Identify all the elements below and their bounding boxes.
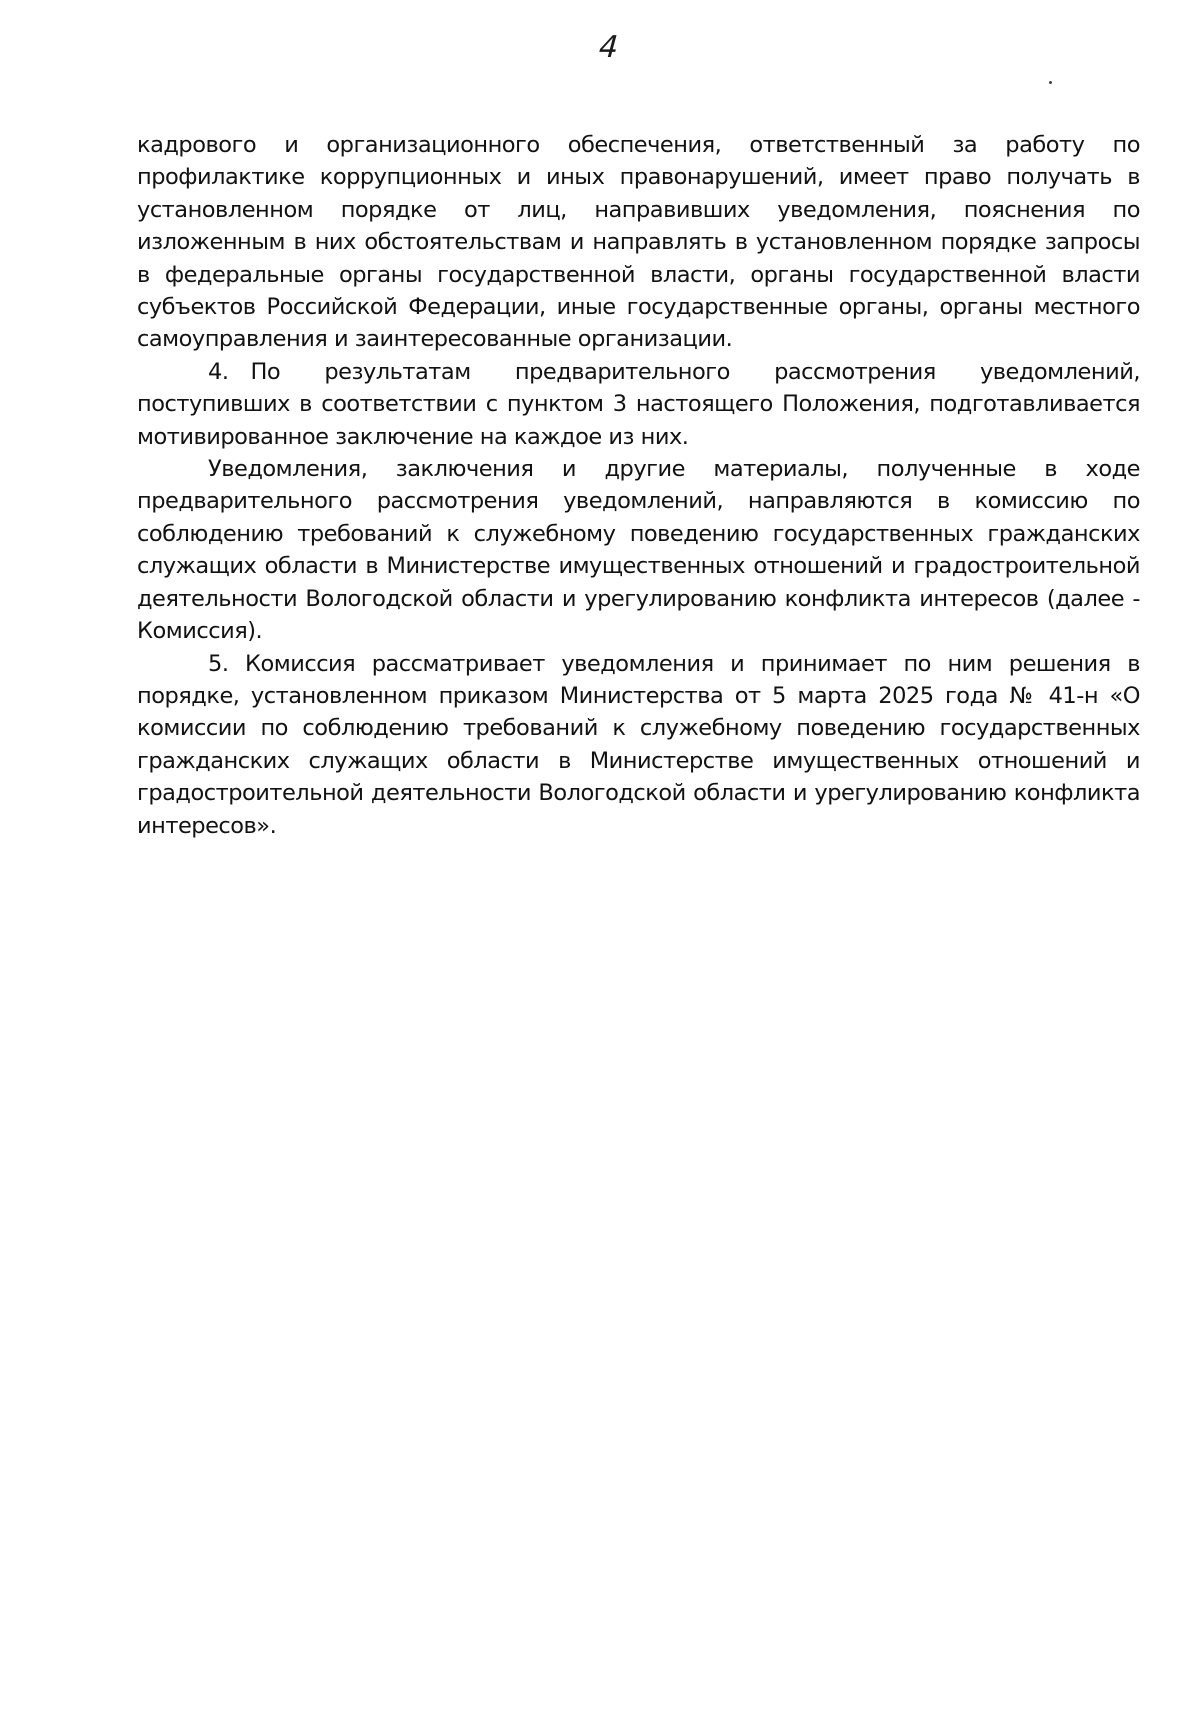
paragraph-item-5: 5. Комиссия рассматривает уведомления и принимает по ним решения в порядке, установленном приказом Министерства от 5 марта 2025 года № 41-н «О комиссии по соблюдению требований к служебному поведению государственных гражданских служащих области в Министерстве имущественных отношений и градостроительной деятельности Вологодской области и урегулированию конфликта интересов».: [137, 650, 1140, 839]
scan-speck: [1049, 81, 1052, 84]
paragraph-notifications: Уведомления, заключения и другие материалы, полученные в ходе предварительного рассмотрения уведомлений, направляются в комиссию по соблюдению требований к служебному поведению государственных гражданских служащих области в Министерстве имущественных отношений и градостроительной деятельности Вологодской области и урегулированию конфликта интересов (далее - Комиссия).: [137, 456, 1140, 645]
document-body: [137, 129, 1140, 842]
paragraph-continuation: кадрового и организационного обеспечения, ответственный за работу по профилактике коррупционных и иных правонарушений, имеет право получать в установленном порядке от лиц, направивших уведомления, пояснения по изложенным в них обстоятельствам и направлять в установленном порядке запросы в федеральные органы государственной власти, органы государственной власти субъектов Российской Федерации, иные государственные органы, органы местного самоуправления и заинтересованные организации.: [137, 132, 1140, 353]
page-number: 4: [597, 30, 620, 65]
paragraph-item-4: 4. По результатам предварительного рассмотрения уведомлений, поступивших в соответствии с пунктом 3 настоящего Положения, подготавливается мотивированное заключение на каждое из них.: [137, 358, 1140, 450]
